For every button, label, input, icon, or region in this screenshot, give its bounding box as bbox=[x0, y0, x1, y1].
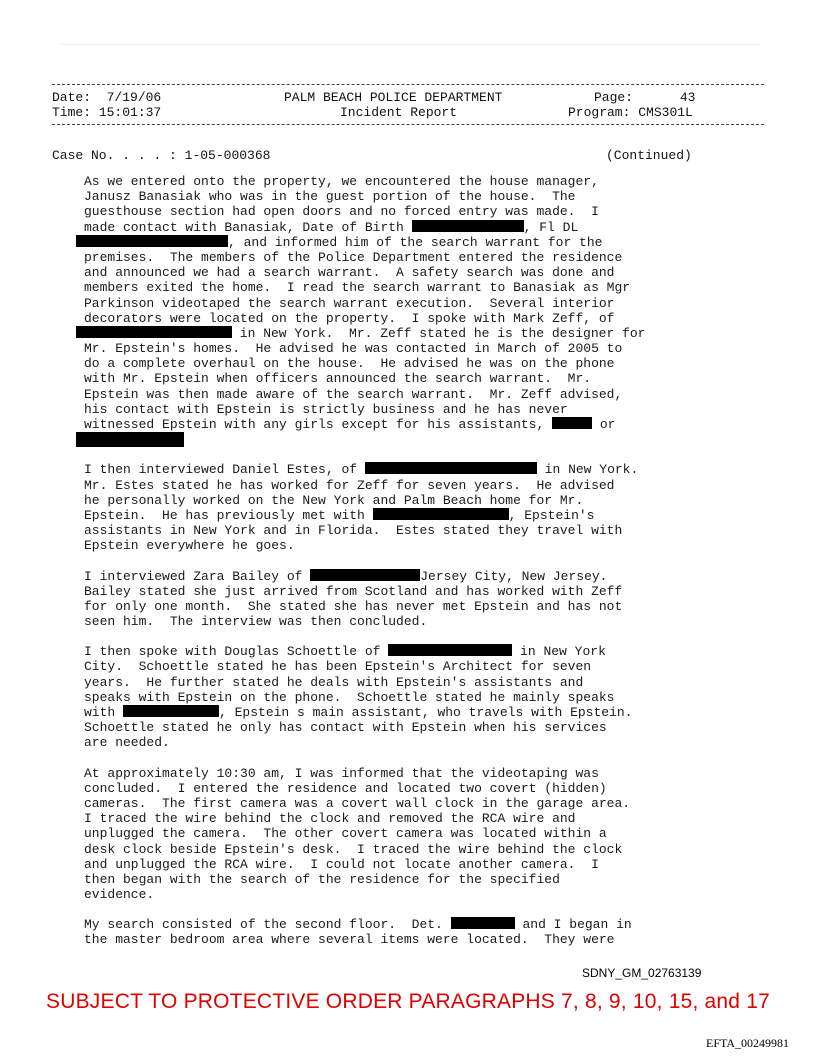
text-line bbox=[84, 371, 704, 386]
line-text: Epstein was then made aware of the search warrant. Mr. Zeff advised, bbox=[84, 386, 623, 402]
efta-number: EFTA_00249981 bbox=[706, 1036, 790, 1050]
text-line bbox=[84, 402, 704, 417]
line-text: the master bedroom area where several items were located. They were bbox=[84, 932, 615, 948]
header-top-divider bbox=[52, 84, 764, 85]
line-text: desk clock beside Epstein's desk. I traced the wire behind the clock bbox=[84, 841, 623, 857]
line-text: assistants in New York and in Florida. Estes stated they travel with bbox=[84, 523, 623, 539]
page-line: Page: 43 bbox=[594, 90, 696, 105]
line-text: City. Schoettle stated he has been Epstein's Architect for seven bbox=[84, 659, 592, 675]
text-line bbox=[84, 887, 704, 902]
text-line bbox=[84, 508, 704, 523]
text-line bbox=[84, 523, 704, 538]
text-line bbox=[84, 659, 704, 674]
text-line bbox=[84, 842, 704, 857]
scan-artifact-line bbox=[60, 44, 760, 45]
redaction-bar bbox=[310, 569, 420, 581]
text-line bbox=[84, 280, 704, 295]
line-text: cameras. The first camera was a covert wall clock in the garage area. bbox=[84, 795, 631, 811]
text-line bbox=[84, 917, 704, 932]
text-line bbox=[84, 341, 704, 356]
line-text: seen him. The interview was then concluded. bbox=[84, 614, 428, 630]
line-text: his contact with Epstein is strictly business and he has never bbox=[84, 401, 568, 417]
header-bottom-divider bbox=[52, 124, 764, 125]
line-text: years. He further stated he deals with Epstein's assistants and bbox=[84, 674, 584, 690]
line-text: he personally worked on the New York and Palm Beach home for Mr. bbox=[84, 492, 584, 508]
paragraph-bailey-interview bbox=[84, 569, 704, 630]
line-text: in New York. Mr. Zeff stated he is the designer for bbox=[232, 325, 646, 341]
line-text: or bbox=[592, 417, 616, 432]
time-line: Time: 15:01:37 bbox=[52, 105, 162, 120]
line-text: and I began in bbox=[514, 917, 632, 933]
text-line bbox=[84, 356, 704, 371]
text-line bbox=[84, 296, 704, 311]
report-type: Incident Report bbox=[340, 105, 458, 120]
text-line bbox=[84, 675, 704, 690]
redaction-bar bbox=[451, 917, 515, 929]
text-line bbox=[84, 614, 704, 629]
line-text: At approximately 10:30 am, I was informed that the videotaping was bbox=[84, 765, 599, 781]
text-line bbox=[84, 735, 704, 750]
text-line bbox=[84, 538, 704, 553]
line-text: I then interviewed Daniel Estes, of bbox=[84, 462, 365, 478]
line-text: then began with the search of the residence for the specified bbox=[84, 871, 560, 887]
text-line bbox=[84, 857, 704, 872]
text-line bbox=[76, 326, 704, 341]
text-line bbox=[84, 174, 704, 189]
text-line bbox=[84, 796, 704, 811]
paragraph-entry-banasiak-zeff bbox=[84, 174, 704, 447]
line-text: in New York. bbox=[536, 462, 639, 478]
paragraph-covert-cameras bbox=[84, 766, 704, 903]
line-text: with bbox=[84, 705, 124, 720]
line-text: speaks with Epstein on the phone. Schoettle stated he mainly speaks bbox=[84, 689, 615, 705]
text-line bbox=[84, 189, 704, 204]
department-name: PALM BEACH POLICE DEPARTMENT bbox=[284, 90, 503, 105]
line-text: decorators were located on the property. I spoke with Mark Zeff, of bbox=[84, 310, 615, 326]
line-text: As we entered onto the property, we encountered the house manager, bbox=[84, 174, 599, 189]
paragraph-second-floor-search bbox=[84, 917, 704, 947]
line-text: unplugged the camera. The other covert camera was located within a bbox=[84, 826, 607, 842]
line-text: Schoettle stated he only has contact with Epstein when his services bbox=[84, 720, 607, 736]
line-text: for only one month. She stated she has never met Epstein and has not bbox=[84, 598, 623, 614]
protective-order-banner: SUBJECT TO PROTECTIVE ORDER PARAGRAPHS 7, 8, 9, 10, 15, and 17 bbox=[46, 990, 770, 1013]
text-line bbox=[84, 720, 704, 735]
text-line bbox=[84, 493, 704, 508]
text-line bbox=[84, 569, 704, 584]
line-text: Janusz Banasiak who was in the guest portion of the house. The bbox=[84, 189, 576, 205]
text-line bbox=[84, 584, 704, 599]
line-text: Mr. Epstein's homes. He advised he was contacted in March of 2005 to bbox=[84, 341, 623, 357]
program-line: Program: CMS301L bbox=[568, 105, 693, 120]
text-line bbox=[84, 204, 704, 219]
line-text: I interviewed Zara Bailey of bbox=[84, 568, 311, 584]
text-line bbox=[84, 265, 704, 280]
line-text: , Epstein's bbox=[508, 507, 595, 523]
line-text: with Mr. Epstein when officers announced the search warrant. Mr. bbox=[84, 371, 592, 387]
redaction-bar bbox=[123, 705, 219, 717]
text-line bbox=[84, 387, 704, 402]
text-line bbox=[84, 417, 704, 432]
paragraph-schoettle-interview bbox=[84, 644, 704, 750]
text-line bbox=[84, 766, 704, 781]
text-line bbox=[84, 705, 704, 720]
text-line bbox=[84, 690, 704, 705]
text-line bbox=[84, 599, 704, 614]
redaction-bar bbox=[365, 462, 537, 474]
bates-number: SDNY_GM_02763139 bbox=[582, 966, 702, 980]
line-text: evidence. bbox=[84, 887, 155, 903]
line-text: My search consisted of the second floor. Det. bbox=[84, 917, 451, 933]
redaction-bar bbox=[552, 417, 592, 429]
line-text: I then spoke with Douglas Schoettle of bbox=[84, 644, 389, 660]
text-line bbox=[84, 462, 704, 477]
line-text: I traced the wire behind the clock and removed the RCA wire and bbox=[84, 811, 576, 827]
redaction-bar bbox=[76, 432, 104, 447]
line-text: do a complete overhaul on the house. He advised he was on the phone bbox=[84, 356, 615, 372]
line-text: Epstein. He has previously met with bbox=[84, 507, 373, 523]
line-text: Jersey City, New Jersey. bbox=[420, 568, 608, 584]
text-line bbox=[84, 311, 704, 326]
redaction-bar bbox=[373, 508, 509, 520]
line-text: in New York bbox=[512, 644, 606, 660]
continued-label: (Continued) bbox=[606, 148, 692, 163]
text-line bbox=[84, 644, 704, 659]
line-text: , and informed him of the search warrant for the bbox=[228, 234, 603, 250]
line-text: witnessed Epstein with any girls except for his assistants, bbox=[84, 417, 553, 432]
line-text: and unplugged the RCA wire. I could not locate another camera. I bbox=[84, 856, 599, 872]
redaction-bar bbox=[76, 326, 232, 338]
line-text: , Epstein s main assistant, who travels with Epstein. bbox=[219, 705, 633, 720]
date-line: Date: 7/19/06 bbox=[52, 90, 162, 105]
text-line bbox=[84, 811, 704, 826]
redaction-bar bbox=[104, 432, 184, 447]
redaction-bar bbox=[76, 235, 228, 247]
line-text: members exited the home. I read the search warrant to Banasiak as Mgr bbox=[84, 280, 631, 296]
line-text: Parkinson videotaped the search warrant execution. Several interior bbox=[84, 295, 615, 311]
line-text: made contact with Banasiak, Date of Birth bbox=[84, 219, 412, 235]
text-line bbox=[76, 432, 704, 447]
redaction-bar bbox=[388, 644, 512, 656]
text-line bbox=[84, 872, 704, 887]
text-line bbox=[84, 220, 704, 235]
text-line bbox=[84, 932, 704, 947]
report-body bbox=[84, 174, 704, 963]
line-text: Mr. Estes stated he has worked for Zeff for seven years. He advised bbox=[84, 477, 615, 493]
text-line bbox=[84, 781, 704, 796]
line-text: are needed. bbox=[84, 735, 170, 751]
text-line bbox=[76, 235, 704, 250]
line-text: guesthouse section had open doors and no forced entry was made. I bbox=[84, 204, 599, 220]
line-text: Bailey stated she just arrived from Scotland and has worked with Zeff bbox=[84, 583, 623, 599]
text-line bbox=[84, 826, 704, 841]
line-text: , Fl DL bbox=[523, 219, 579, 235]
line-text: concluded. I entered the residence and located two covert (hidden) bbox=[84, 780, 607, 796]
text-line bbox=[84, 478, 704, 493]
case-number: Case No. . . . : 1-05-000368 bbox=[52, 148, 271, 163]
text-line bbox=[84, 250, 704, 265]
line-text: premises. The members of the Police Department entered the residence bbox=[84, 249, 623, 265]
paragraph-estes-interview bbox=[84, 462, 704, 553]
redaction-bar bbox=[412, 220, 524, 232]
line-text: and announced we had a search warrant. A safety search was done and bbox=[84, 265, 615, 281]
line-text: Epstein everywhere he goes. bbox=[84, 538, 295, 554]
